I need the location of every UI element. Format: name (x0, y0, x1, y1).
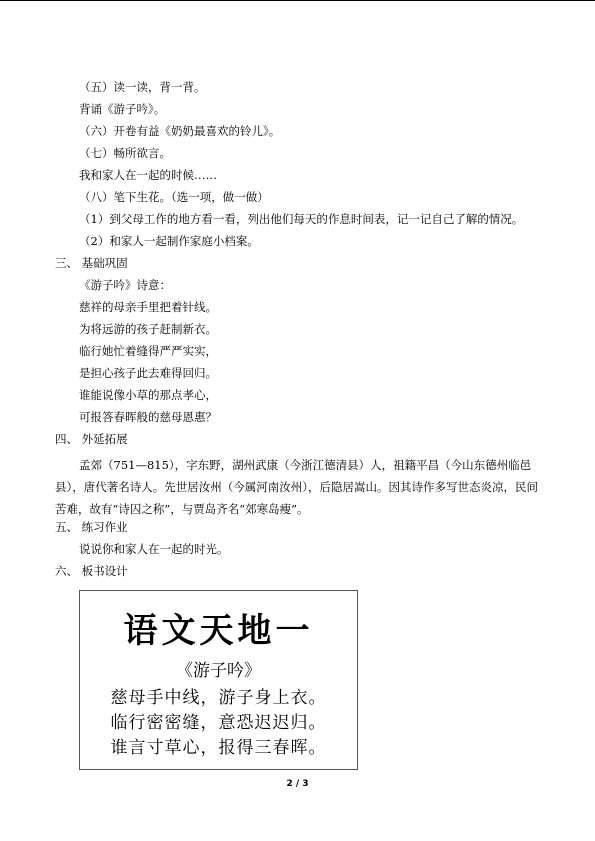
header-rule (0, 0, 595, 1)
recite-poem-text: 背诵《游子吟》。 (79, 102, 166, 116)
board-poem-line: 临行密密缝，意恐迟迟归。 (110, 713, 327, 733)
poem-meaning-line: 为将远游的孩子赶制新衣。 (79, 322, 217, 336)
board-design-image (79, 590, 358, 770)
heading-homework: 五、 练习作业 (55, 520, 128, 534)
poem-meaning-line: 可报答春晖般的慈母恩惠？ (79, 410, 217, 424)
page-number: 2 / 3 (286, 779, 309, 789)
heading-board-design: 六、 板书设计 (55, 564, 128, 578)
writing-option-1: （1）到父母工作的地方看一看，列出他们每天的作息时间表，记一记自己了解的情况。 (79, 212, 524, 226)
heading-basic-review: 三、 基础巩固 (55, 256, 128, 270)
section-speak: （七）畅所欲言。 (79, 146, 171, 160)
board-poem-line: 慈母手中线，游子身上衣。 (110, 688, 327, 708)
poem-meaning-line: 临行她忙着缝得严严实实， (79, 344, 217, 358)
homework-text: 说说你和家人在一起的时光。 (79, 542, 229, 556)
poem-meaning-line: 慈祥的母亲手里把着针线。 (79, 300, 217, 314)
poem-meaning-title: 《游子吟》诗意： (79, 278, 171, 292)
board-poem-line: 谁言寸草心，报得三春晖。 (110, 738, 327, 758)
poem-meaning-line: 谁能说像小草的那点孝心， (79, 388, 217, 402)
writing-option-2: （2）和家人一起制作家庭小档案。 (79, 234, 259, 248)
board-poem-title: 《游子吟》 (176, 661, 261, 681)
section-reading: （六）开卷有益《奶奶最喜欢的铃儿》。 (79, 124, 281, 138)
poem-meaning-line: 是担心孩子此去难得回归。 (79, 366, 217, 380)
section-writing: （八）笔下生花。（选一项，做一做） (79, 190, 269, 204)
author-bio-paragraph: 孟郊（751—815），字东野，湖州武康（今浙江德清县）人，祖籍平昌（今山东德州临邑县），唐代著名诗人。先世居汝州（今属河南汝州），后隐居嵩山。因其诗作多写世态炎凉，民间苦难，故有“诗囚之称”，与贾岛齐名“郊寒岛瘦”。 (55, 458, 538, 516)
board-title: 语文天地一 (123, 611, 314, 651)
section-read-recite: （五）读一读，背一背。 (79, 80, 206, 94)
heading-extension: 四、 外延拓展 (55, 432, 128, 446)
speak-prompt-text: 我和家人在一起的时候…… (79, 168, 217, 182)
